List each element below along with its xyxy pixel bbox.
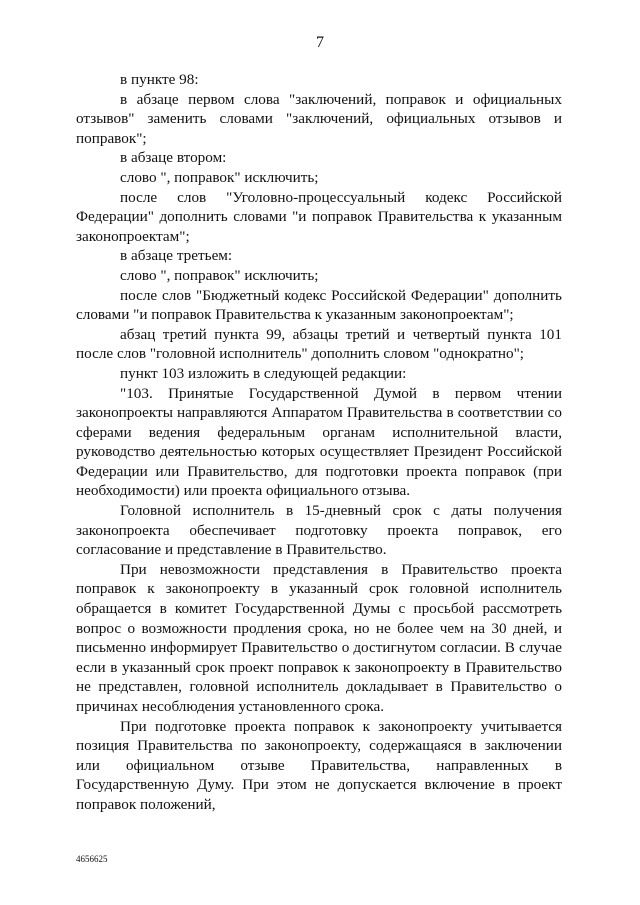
document-body xyxy=(76,70,562,815)
paragraph: абзац третий пункта 99, абзацы третий и четвертый пункта 101 после слов "головной исполнитель" дополнить словом "однократно"; xyxy=(76,325,562,363)
paragraph: в абзаце втором: xyxy=(120,149,227,167)
paragraph: слово ", поправок" исключить; xyxy=(120,266,319,284)
paragraph: в абзаце первом слова "заключений, поправок и официальных отзывов" заменить словами "заключений, официальных отзывов и поправок"; xyxy=(76,90,562,147)
paragraph: При невозможности представления в Правительство проекта поправок к законопроекту в указанный срок головной исполнитель обращается в комитет Государственной Думы с просьбой рассмотреть вопрос о возможности продления срока, но не более чем на 30 дней, и письменно информирует Правительство о достигнутом согласии. В случае если в указанный срок проект поправок к законопроекту в Правительство не представлен, головной исполнитель докладывает в Правительство о причинах несоблюдения установленного срока. xyxy=(76,560,562,715)
paragraph: Головной исполнитель в 15-дневный срок с даты получения законопроекта обеспечивает подготовку проекта поправок, его согласование и представление в Правительство. xyxy=(76,502,562,559)
paragraph: слово ", поправок" исключить; xyxy=(120,168,319,186)
paragraph: При подготовке проекта поправок к законопроекту учитывается позиция Правительства по законопроекту, содержащаяся в заключении или официальном отзыве Правительства, направленных в Государственную Думу. При этом не допускается включение в проект поправок положений, xyxy=(76,717,562,813)
paragraph: пункт 103 изложить в следующей редакции: xyxy=(120,364,407,382)
paragraph: в абзаце третьем: xyxy=(120,247,233,265)
document-id: 4656625 xyxy=(76,854,108,864)
page-number: 7 xyxy=(316,34,324,51)
paragraph: "103. Принятые Государственной Думой в первом чтении законопроекты направляются Аппаратом Правительства в соответствии со сферами ведения федеральным органам исполнительной власти, руководство деятельностью которых осуществляет Президент Российской Федерации или Правительство, для подготовки проекта поправок (при необходимости) или проекта официального отзыва. xyxy=(76,384,562,500)
paragraph: после слов "Бюджетный кодекс Российской Федерации" дополнить словами "и поправок Правительства к указанным законопроектам"; xyxy=(76,286,562,324)
paragraph: после слов "Уголовно-процессуальный кодекс Российской Федерации" дополнить словами "и поправок Правительства к указанным законопроектам"; xyxy=(76,188,562,245)
paragraph: в пункте 98: xyxy=(120,71,199,88)
